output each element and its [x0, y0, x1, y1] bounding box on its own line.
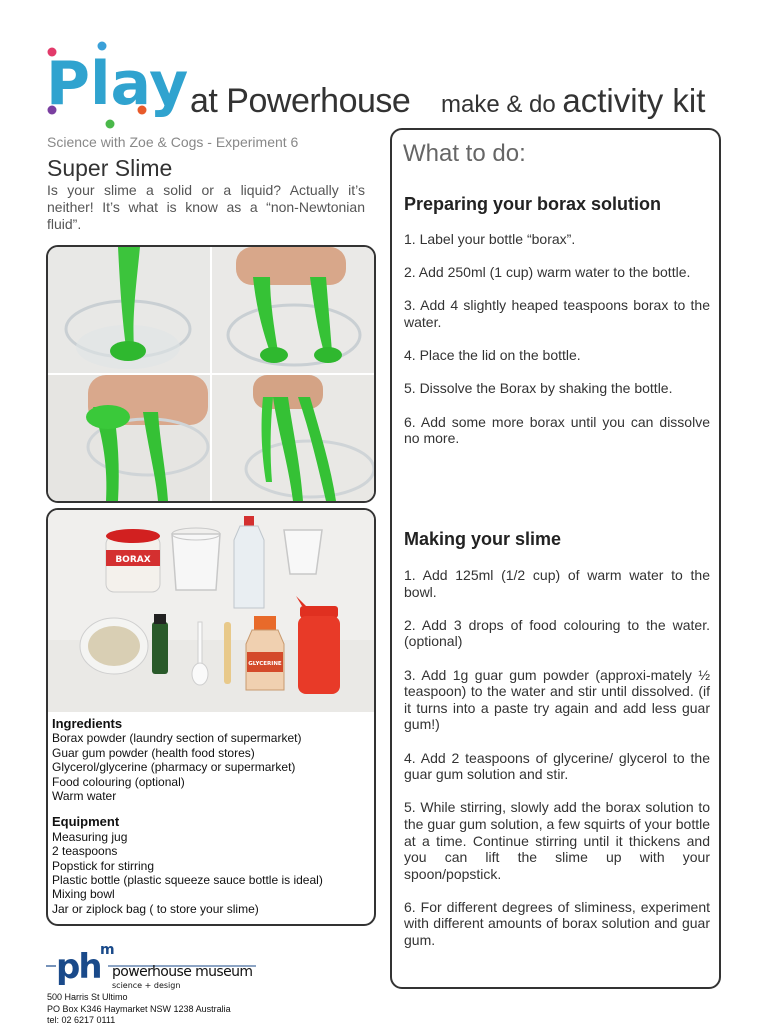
address-line: tel: 02 6217 0111	[47, 1015, 116, 1024]
ingredient-item: Food colouring (optional)	[52, 774, 185, 789]
ingredients-photo	[48, 510, 374, 712]
ingredients-box	[46, 508, 376, 926]
museum-name: powerhouse museum	[112, 964, 253, 980]
squeeze-bottle	[296, 596, 340, 694]
play-logo	[42, 40, 192, 130]
powerhouse-museum-logo	[46, 938, 266, 992]
page-title: Super Slime	[47, 155, 173, 181]
plastic-cup	[284, 530, 322, 574]
address-block	[47, 992, 231, 1024]
step-item: 6. Add some more borax until you can dissolve no more.	[404, 413, 710, 447]
borax-steps	[404, 231, 710, 463]
intro-text: Is your slime a solid or a liquid? Actually it’s neither! It’s what is know as a “non-Newtonian fluid”.	[47, 182, 365, 232]
glycerine-label: GLYCERINE	[248, 661, 282, 667]
food-colouring-bottle	[152, 614, 168, 674]
equipment-item: Mixing bowl	[52, 887, 115, 902]
borax-tub	[106, 529, 160, 592]
popstick	[224, 622, 231, 684]
experiment-subtitle: Science with Zoe & Cogs - Experiment 6	[47, 134, 299, 150]
water-bottle	[234, 516, 264, 608]
step-item: 3. Add 1g guar gum powder (approxi-mately ½ teaspoon) to the water and stir until dissolved. (if it turns into a paste try again and add less guar gum!)	[404, 666, 710, 733]
logo-at-powerhouse: at Powerhouse	[190, 82, 411, 120]
kit-title	[441, 82, 705, 120]
equipment-item: 2 teaspoons	[52, 844, 118, 859]
instructions-heading: What to do:	[403, 140, 526, 167]
kit-title-big: activity kit	[562, 82, 706, 119]
guar-gum-dish	[80, 618, 148, 674]
step-item: 6. For different degrees of sliminess, experiment with different amounts of borax solution and guar gum.	[404, 898, 710, 949]
logo-ph: ph	[56, 947, 101, 987]
section-borax-title: Preparing your borax solution	[404, 194, 662, 214]
step-item: 5. Dissolve the Borax by shaking the bottle.	[404, 380, 673, 397]
ingredient-item: Borax powder (laundry section of supermarket)	[52, 731, 302, 746]
step-item: 4. Place the lid on the bottle.	[404, 347, 581, 364]
ingredients-heading: Ingredients	[52, 716, 123, 731]
measuring-jug	[172, 528, 220, 590]
step-item: 1. Label your bottle “borax”.	[404, 231, 576, 247]
step-item: 1. Add 125ml (1/2 cup) of warm water to the bowl.	[404, 567, 710, 600]
ingredient-item: Guar gum powder (health food stores)	[52, 745, 255, 760]
logo-play-text: Play	[46, 49, 189, 119]
step-item: 4. Add 2 teaspoons of glycerine/ glycerol to the guar gum solution and stir.	[404, 749, 710, 783]
borax-label: BORAX	[115, 555, 151, 565]
step-item: 3. Add 4 slightly heaped teaspoons borax to the water.	[404, 297, 710, 330]
kit-title-small: make & do	[441, 91, 556, 118]
equipment-item: Popstick for stirring	[52, 858, 155, 873]
instructions-panel	[390, 128, 721, 989]
section-slime-title: Making your slime	[404, 529, 562, 549]
slime-steps	[404, 567, 710, 965]
ingredients-equipment-list	[52, 717, 372, 916]
step-item: 5. While stirring, slowly add the borax solution to the guar gum solution, a few squirts of your bottle at a time. Continue stirring until it thickens and you can lift the slime up with your spoon/popstick.	[404, 799, 710, 882]
address-line: PO Box K346 Haymarket NSW 1238 Australia	[47, 1003, 231, 1014]
ingredient-item: Glycerol/glycerine (pharmacy or supermarket)	[52, 760, 296, 775]
step-item: 2. Add 250ml (1 cup) warm water to the bottle.	[404, 264, 691, 281]
equipment-item: Plastic bottle (plastic squeeze sauce bottle is ideal)	[52, 873, 323, 888]
address-line: 500 Harris St Ultimo	[47, 992, 128, 1002]
equipment-item: Jar or ziplock bag ( to store your slime)	[52, 901, 259, 916]
equipment-heading: Equipment	[52, 814, 120, 830]
ingredient-item: Warm water	[52, 789, 117, 804]
slime-photo-grid	[46, 245, 376, 503]
step-item: 2. Add 3 drops of food colouring to the water. (optional)	[404, 616, 710, 650]
museum-tagline: science + design	[112, 981, 181, 990]
equipment-item: Measuring jug	[52, 829, 128, 844]
logo-m: m	[100, 942, 115, 958]
